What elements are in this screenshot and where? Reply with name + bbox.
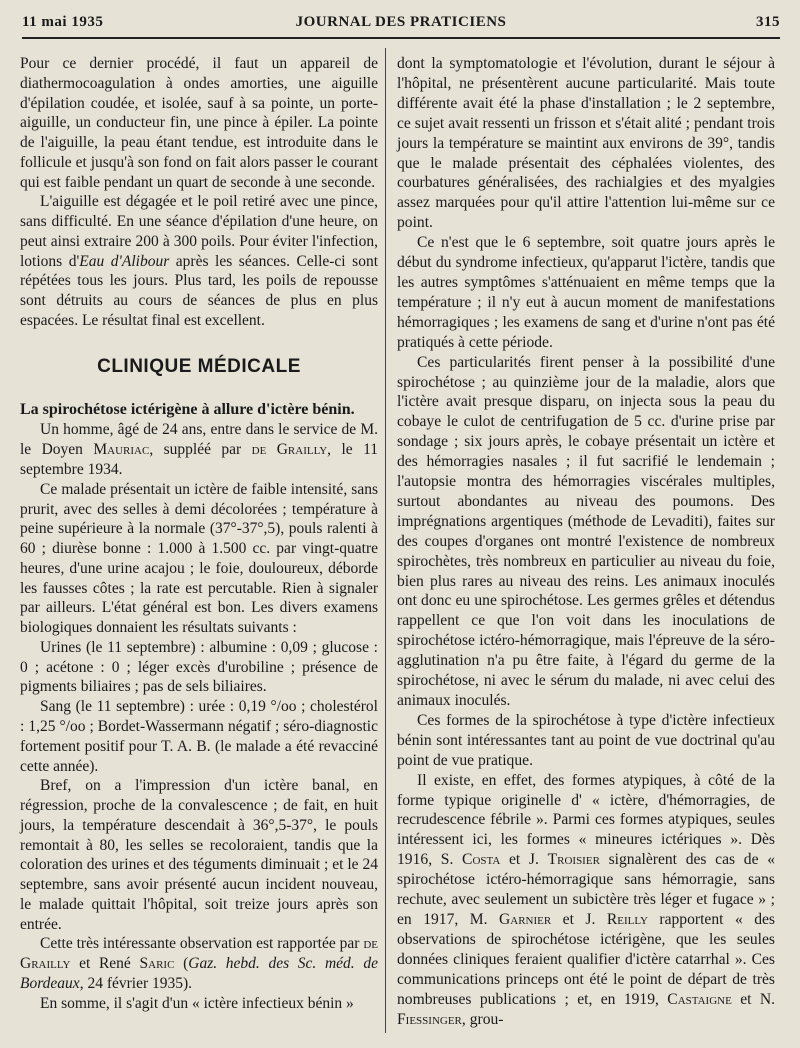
column-divider (385, 48, 386, 1033)
right-column (397, 54, 775, 1029)
paragraph: Ces formes de la spirochétose à type d'ictère infectieux bénin sont intéressantes tant au point de vue doctrinal qu'au point de vue pratique. (397, 711, 775, 769)
author-name: Fiessinger (397, 1010, 462, 1028)
header-page-number: 315 (756, 14, 780, 30)
paragraph: Bref, on a l'impression d'un ictère banal, en régression, proche de la convalescence ; de fait, en huit jours, la température descendait à 36°,5-37°, le pouls remontait à 80, les selles se recoloraient, tandis que la coloration des urines et des téguments diminuait ; et le 24 septembre, sans avoir présenté aucun incident nouveau, le malade quittait l'hôpital, soit treize jours après son entrée. (20, 777, 378, 933)
header-date: 11 mai 1935 (22, 14, 104, 30)
paragraph: Ce malade présentait un ictère de faible intensité, sans prurit, avec des selles à demi décolorées ; température à peine supérieure à la normale (37°-37°,5), pouls ralenti à 60 ; diurèse bonne : 1.000 à 1.500 cc. par vingt-quatre heures, d'une urine acajou ; le foie, douloureux, déborde les fausses côtes ; la rate est percutable. Rien à signaler par ailleurs. L'état général est bon. Les divers examens biologiques donnaient les résultats suivants : (20, 480, 378, 637)
paragraph: Sang (le 11 septembre) : urée : 0,19 °/oo ; cholestérol : 1,25 °/oo ; Bordet-Wassermann négatif ; séro-diagnostic fortement positif pour T. A. B. (le malade a été revacciné cette année). (20, 698, 378, 775)
citation-journal: Gaz. hebd. des Sc. méd. de Bordeaux (20, 955, 378, 992)
author-name: de Grailly (251, 441, 328, 459)
paragraph: Un homme, âgé de 24 ans, entre dans le service de M. le Doyen Mauriac, suppléé par de Grailly, le 11 septembre 1934. (20, 421, 378, 479)
author-name: de Grailly (20, 935, 378, 973)
left-column (20, 54, 378, 1013)
author-name: Castaigne (667, 990, 732, 1008)
author-name: Garnier (498, 910, 552, 928)
article-title: La spirochétose ictérigène à allure d'ictère bénin. (20, 401, 355, 419)
paragraph: Ce n'est que le 6 septembre, soit quatre jours après le début du syndrome infectieux, qu'apparut l'ictère, tandis que les autres symptômes s'atténuaient en même temps que la température ; il n'y eut à aucun moment de manifestations hémorragiques ; les examens de sang et d'urine n'ont pas été pratiqués à cette période. (397, 234, 775, 351)
paragraph: Cette très intéressante observation est rapportée par de Grailly et René Saric (Gaz. hebd. des Sc. méd. de Bordeaux, 24 février 1935). (20, 935, 378, 992)
header-journal-title: JOURNAL DES PRATICIENS (295, 14, 507, 30)
section-heading: CLINIQUE MÉDICALE (97, 355, 301, 377)
paragraph: Urines (le 11 septembre) : albumine : 0,09 ; glucose : 0 ; acétone : 0 ; léger excès d'urobiline ; présence de pigments biliaires ; pas de sels biliaires. (20, 638, 378, 696)
paragraph: Il existe, en effet, des formes atypiques, à côté de la forme typique originelle d' « ictère, d'hémorragies, de recrudescence fébrile ». Parmi ces formes atypiques, seules intéressent ici, les formes « mineures ictériques ». Dès 1916, S. Costa et J. Troisier signalèrent des cas de « spirochétose ictéro-hémorragique sans hémorragie, sans rechute, avec seulement un subictère très léger et fugace » ; en 1917, M. Garnier et J. Reilly rapportent « des observations de spirochétose ictérigène, que les seules données cliniques feraient qualifier d'ictère catarrhal ». Ces communications princeps ont été le point de départ de très nombreuses publications ; et, en 1919, Castaigne et N. Fiessinger, grou- (397, 771, 776, 1028)
italic-term: Eau d'Alibour (79, 252, 170, 270)
paragraph: Pour ce dernier procédé, il faut un appareil de diathermocoagulation à ondes amorties, une aiguille d'épilation coudée, et isolée, sauf à sa pointe, un porte-aiguille, un conducteur fin, une pince à épiler. La pointe de l'aiguille, la peau étant tendue, est introduite dans le follicule et jusqu'à son fond on fait alors passer le courant qui est faible pendant un quart de seconde à une seconde. (20, 55, 378, 191)
paragraph: L'aiguille est dégagée et le poil retiré avec une pince, sans difficulté. En une séance d'épilation d'une heure, on peut ainsi extraire 200 à 300 poils. Pour éviter l'infection, lotions d'Eau d'Alibour après les séances. Celle-ci sont répétées tous les jours. Plus tard, les poils de repousse sont détruits au cours de séances de plus en plus espacées. Le résultat final est excellent. (20, 193, 378, 329)
running-header (22, 14, 780, 36)
author-name: Troisier (547, 851, 600, 869)
header-rule (22, 37, 780, 39)
author-name: Mauriac (93, 441, 150, 459)
author-name: Costa (462, 851, 501, 869)
author-name: Reilly (606, 910, 648, 928)
paragraph: En somme, il s'agit d'un « ictère infectieux bénin » (40, 994, 354, 1012)
paragraph: dont la symptomatologie et l'évolution, durant le séjour à l'hôpital, ne présentèrent aucune particularité. Mais toute différente avait été la phase d'installation ; le 2 septembre, ce sujet avait ressenti un frisson et s'était alité ; pendant trois jours la température se maintint aux environs de 39°, tandis que le malade présentait des céphalées violentes, des courbatures généralisées, des rachialgies et des myalgies assez marquées pour qu'il attire l'attention lui-même sur ce point. (397, 55, 775, 232)
paragraph: Ces particularités firent penser à la possibilité d'une spirochétose ; au quinzième jour de la maladie, alors que l'ictère avait presque disparu, on injecta sous la peau du cobaye le culot de centrifugation de 5 cc. d'urine prise par sondage ; six jours après, le cobaye présentait un ictère et des hémorragies nasales ; il fut sacrifié le lendemain ; l'autopsie montra des hémorragies viscérales multiples, surtout abondantes au niveau des poumons. Des imprégnations argentiques (méthode de Levaditi), faites sur des coupes d'organes ont montré l'existence de nombreux spirochètes, très nombreux en particulier au niveau du foie, bien plus rares au niveau des reins. Les animaux inoculés ont donc eu une spirochétose. Les germes grêles et détendus rappellent ce que l'on voit dans les inoculations de spirochétose ictéro-hémorragique, mais l'épreuve de la séro-agglutination n'a pu être faite, à l'égard du germe de la spirochétose, ni avec le sérum du malade, ni avec celui des animaux inoculés. (397, 353, 775, 709)
author-name: Saric (139, 955, 175, 973)
